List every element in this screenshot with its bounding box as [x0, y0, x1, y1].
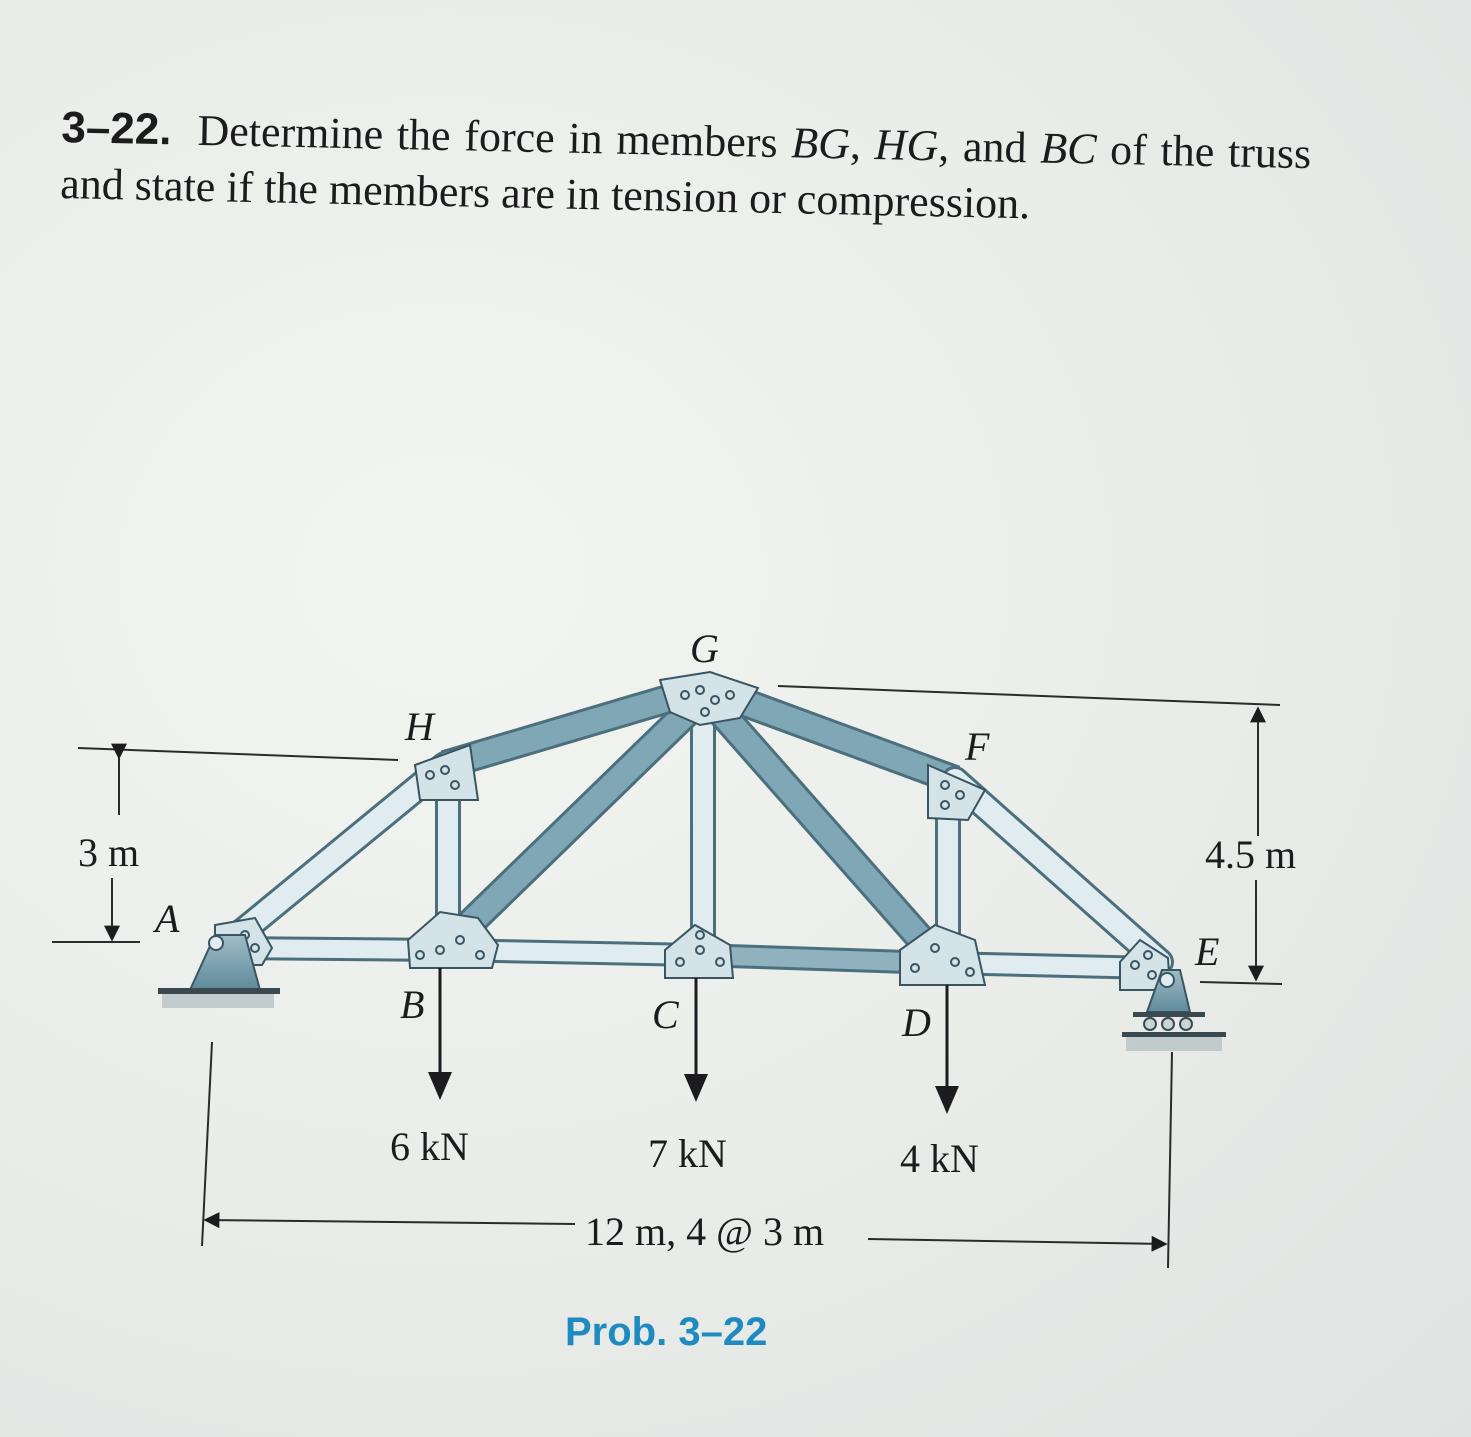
load-arrows: [428, 968, 959, 1114]
joint-label-h: H: [405, 704, 434, 749]
joint-label-e: E: [1195, 929, 1220, 974]
problem-number: 3–22.: [60, 102, 173, 155]
joint-label-c: C: [652, 992, 679, 1037]
load-label-c: 7 kN: [648, 1131, 727, 1176]
gusset-c: [665, 925, 733, 978]
member-bc: BC: [1039, 123, 1097, 174]
joint-label-b: B: [400, 982, 425, 1027]
problem-text-intro: Determine the force in members: [196, 105, 792, 168]
joint-label-g: G: [690, 626, 719, 671]
joint-label-f: F: [965, 724, 990, 769]
dimension-left-height: 3 m: [78, 830, 140, 875]
load-label-b: 6 kN: [390, 1124, 469, 1169]
gusset-h: [415, 745, 478, 800]
load-label-d: 4 kN: [900, 1136, 979, 1181]
member-hg: HG: [874, 120, 939, 171]
joint-label-d: D: [902, 1000, 931, 1045]
separator: , and: [937, 121, 1041, 173]
separator: ,: [849, 119, 876, 170]
figure-caption: Prob. 3–22: [565, 1310, 768, 1354]
dimension-span: 12 m, 4 @ 3 m: [585, 1209, 825, 1254]
problem-text-rest: of the truss and state if the members are in tension or compression.: [59, 124, 1312, 229]
member-bg: BG: [790, 118, 851, 169]
joint-label-a: A: [155, 896, 180, 941]
dimension-right-height: 4.5 m: [1205, 832, 1297, 877]
